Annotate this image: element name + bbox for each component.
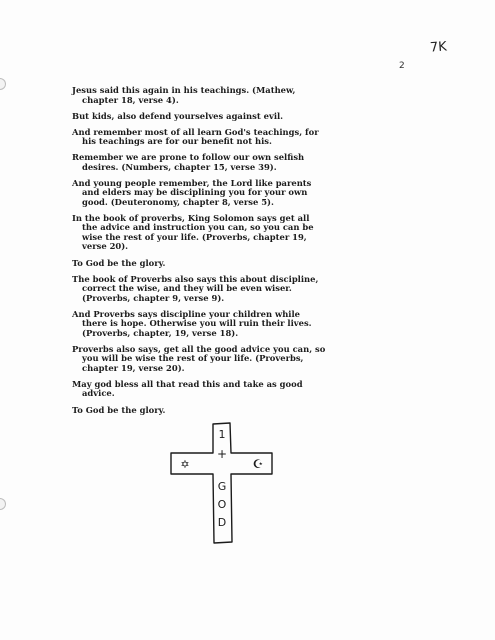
cross-letter-g: G <box>217 480 227 493</box>
paragraph <box>72 179 422 208</box>
paragraph <box>72 275 422 304</box>
text-line: (Proverbs, chapter, 19, verse 18). <box>82 327 239 338</box>
paragraph <box>72 214 422 252</box>
text-line: the advice and instruction you can, so you can be <box>82 222 314 233</box>
paragraph <box>72 380 422 399</box>
paragraph <box>72 86 422 105</box>
text-line: And young people remember, the Lord like parents <box>72 177 312 188</box>
cross-plus: + <box>216 447 228 461</box>
text-line: Remember we are prone to follow our own selfish <box>72 152 305 163</box>
paragraph <box>72 345 422 374</box>
cross-drawing <box>168 420 284 550</box>
paragraph <box>72 259 422 269</box>
star-of-david-icon: ✡ <box>180 458 190 471</box>
text-line: you will be wise the rest of your life. (Proverbs, <box>82 353 304 364</box>
text-line: To God be the glory. <box>72 257 166 268</box>
text-line: his teachings are for our benefit not his. <box>82 136 272 147</box>
paragraph <box>72 406 422 416</box>
text-line: and elders may be disciplining you for your own <box>82 187 308 198</box>
text-line: The book of Proverbs also says this about discipline, <box>72 273 319 284</box>
text-line: To God be the glory. <box>72 404 166 415</box>
text-line: In the book of proverbs, King Solomon says get all <box>72 212 310 223</box>
cross-icon <box>168 420 284 550</box>
paragraph <box>72 112 422 122</box>
paragraph <box>72 128 422 147</box>
text-line: advice. <box>82 388 115 399</box>
text-line: there is hope. Otherwise you will ruin their lives. <box>82 318 312 329</box>
page-number: 2 <box>399 61 405 71</box>
cross-top-number: 1 <box>218 428 226 441</box>
text-line: Proverbs also says, get all the good advice you can, so <box>72 343 326 354</box>
cross-letter-o: O <box>217 498 227 511</box>
text-line: Jesus said this again in his teachings. (Mathew, <box>72 85 296 95</box>
text-line: desires. (Numbers, chapter 15, verse 39). <box>82 161 277 172</box>
text-line: chapter 18, verse 4). <box>82 94 179 105</box>
text-line: chapter 19, verse 20). <box>82 362 185 373</box>
paragraph <box>72 310 422 339</box>
paragraph <box>72 153 422 172</box>
cross-letter-d: D <box>217 516 227 529</box>
corner-mark: 7K <box>429 39 448 56</box>
letter-body <box>72 86 422 422</box>
text-line: And remember most of all learn God's teachings, for <box>72 126 319 137</box>
punch-hole <box>0 78 6 90</box>
text-line: But kids, also defend yourselves against evil. <box>72 110 284 121</box>
text-line: May god bless all that read this and take as good <box>72 378 303 389</box>
text-line: wise the rest of your life. (Proverbs, chapter 19, <box>82 231 307 242</box>
text-line: good. (Deuteronomy, chapter 8, verse 5). <box>82 196 274 207</box>
crescent-star-icon: ☪ <box>252 457 264 471</box>
text-line: verse 20). <box>82 241 129 252</box>
punch-hole <box>0 498 6 510</box>
text-line: (Proverbs, chapter 9, verse 9). <box>82 292 225 303</box>
text-line: And Proverbs says discipline your children while <box>72 308 300 319</box>
text-line: correct the wise, and they will be even wiser. <box>82 283 292 294</box>
